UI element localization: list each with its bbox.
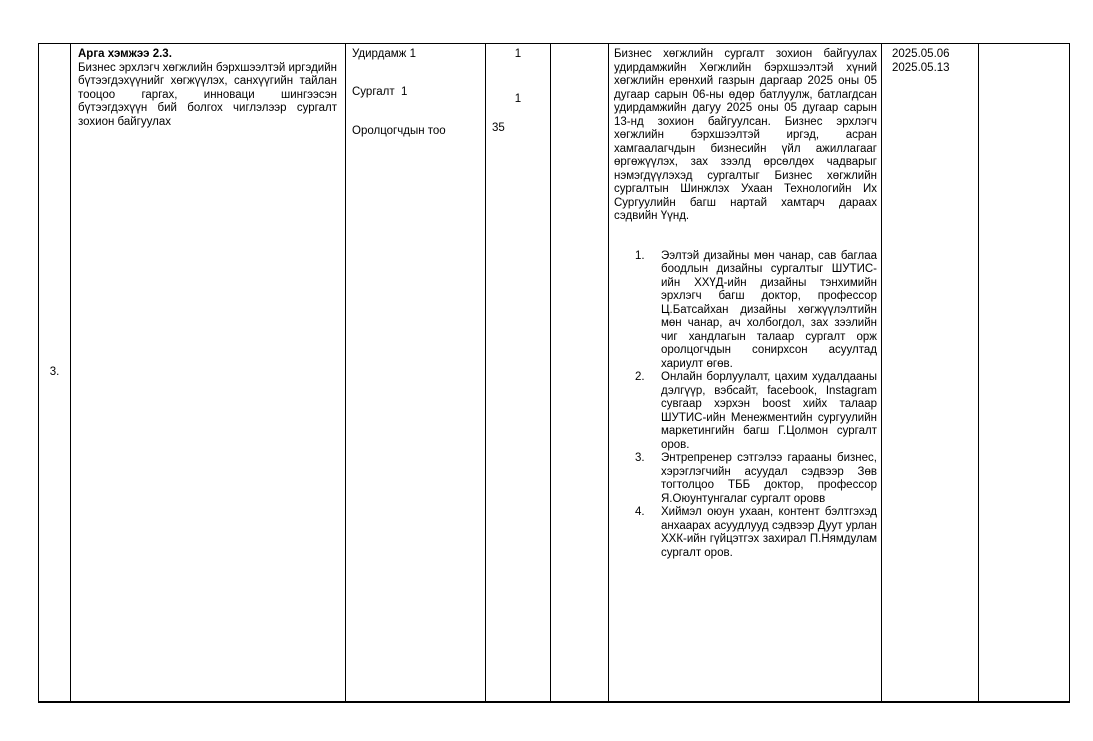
list-item — [614, 506, 877, 560]
indicator-value: 1 — [514, 92, 522, 105]
date-line: 2025.05.13 — [892, 61, 950, 74]
date-line: 2025.05.06 — [892, 48, 950, 60]
indicator-values-cell — [486, 44, 551, 701]
activity-title: Арга хэмжээ 2.3. — [78, 48, 172, 60]
indicator-label: Сургалт 1 — [352, 85, 408, 98]
dates-cell — [882, 44, 979, 701]
list-item — [614, 452, 877, 506]
result-paragraph: Бизнес хөгжлийн сургалт зохион байгуулах удирдамжийн Хөгжлийн бэрхшээлтэй хүний хөгжлийн ерөнхий газрын даргаар 2025 оны 05 дугаар сарын 06-ны өдөр батлуулж, батлагдсан удирдамжийн дагуу 2025 оны 05 дугаар сарын 13-нд зохион байгуулсан. Бизнес эрхлэгч хөгжлийн бэрхшээлтэй иргэд, асран хамгаалагчдын бизнесийн үйл ажиллагааг өргөжүүлэх, зах зээлд өрсөлдөх чадварыг нэмэгдүүлэхэд сургалтыг Бизнес хөгжлийн сургалтын Шинжлэх Ухаан Технологийн Их Сургуулийн багш нартай хамтарч дараах сэдвийн Үүнд. — [614, 48, 877, 222]
list-item — [614, 250, 877, 372]
list-item-number: 1. — [635, 249, 645, 262]
result-cell — [609, 44, 882, 701]
activity-report-table — [38, 43, 1070, 703]
activity-cell — [71, 44, 346, 701]
row-number: 3. — [49, 365, 60, 378]
list-item-text: Ээлтэй дизайны мөн чанар, сав баглаа боодлын дизайны сургалтыг ШУТИС-ийн ХХҮД-ийн дизайны тэнхимийн эрхлэгч багш доктор, профессор Ц.Батсайхан дизайны хөгжүүлэлтийн мөн чанар, ач холбогдол, зах зээлийн чиг хандлагын талаар сургалт орж оролцогчдын сонирхсон асуултад хариулт өгөв. — [661, 249, 877, 370]
indicator-label: Оролцогчдын тоо — [352, 125, 446, 137]
list-item-number: 4. — [635, 506, 645, 518]
activity-description: Бизнес эрхлэгч хөгжлийн бэрхшээлтэй иргэдийн бүтээгдэхүүнийг хөгжүүлэх, санхүүгийн тайлан тооцоо гаргах, инноваци шингээсэн бүтээгдэхүүн бий болгох чиглэлээр сургалт зохион байгуулах — [78, 61, 337, 128]
list-item-number: 3. — [635, 452, 645, 464]
indicator-value: 1 — [514, 48, 522, 60]
indicator-labels-cell — [346, 44, 486, 701]
list-item-text: Онлайн борлуулалт, цахим худалдааны дэлгүүр, вэбсайт, facebook, Instagram сувгаар хэрхэн boost хийх талаар ШУТИС-ийн Менежментийн сургуулийн маркетингийн багш Г.Цолмон сургалт оров. — [661, 371, 877, 451]
empty-cell-2 — [979, 44, 1069, 701]
list-item — [614, 371, 877, 452]
empty-cell-1 — [551, 44, 609, 701]
list-item-text: Энтрепренер сэтгэлээ гарааны бизнес, хэрэглэгчийн асуудал сэдвээр Зөв тогтолцоо ТББ доктор, профессор Я.Оюунтунгалаг сургалт оровв — [661, 452, 877, 505]
list-item-number: 2. — [635, 371, 645, 383]
list-item-text: Хиймэл оюун ухаан, контент бэлтгэхэд анхаарах асуудлууд сэдвээр Дуут урлан ХХК-ийн гүйцэтгэх захирал П.Нямдулам сургалт оров. — [661, 506, 877, 559]
row-number-cell — [39, 44, 71, 701]
indicator-value: 35 — [492, 122, 505, 134]
result-list — [614, 250, 877, 561]
indicator-label: Удирдамж 1 — [352, 48, 416, 60]
